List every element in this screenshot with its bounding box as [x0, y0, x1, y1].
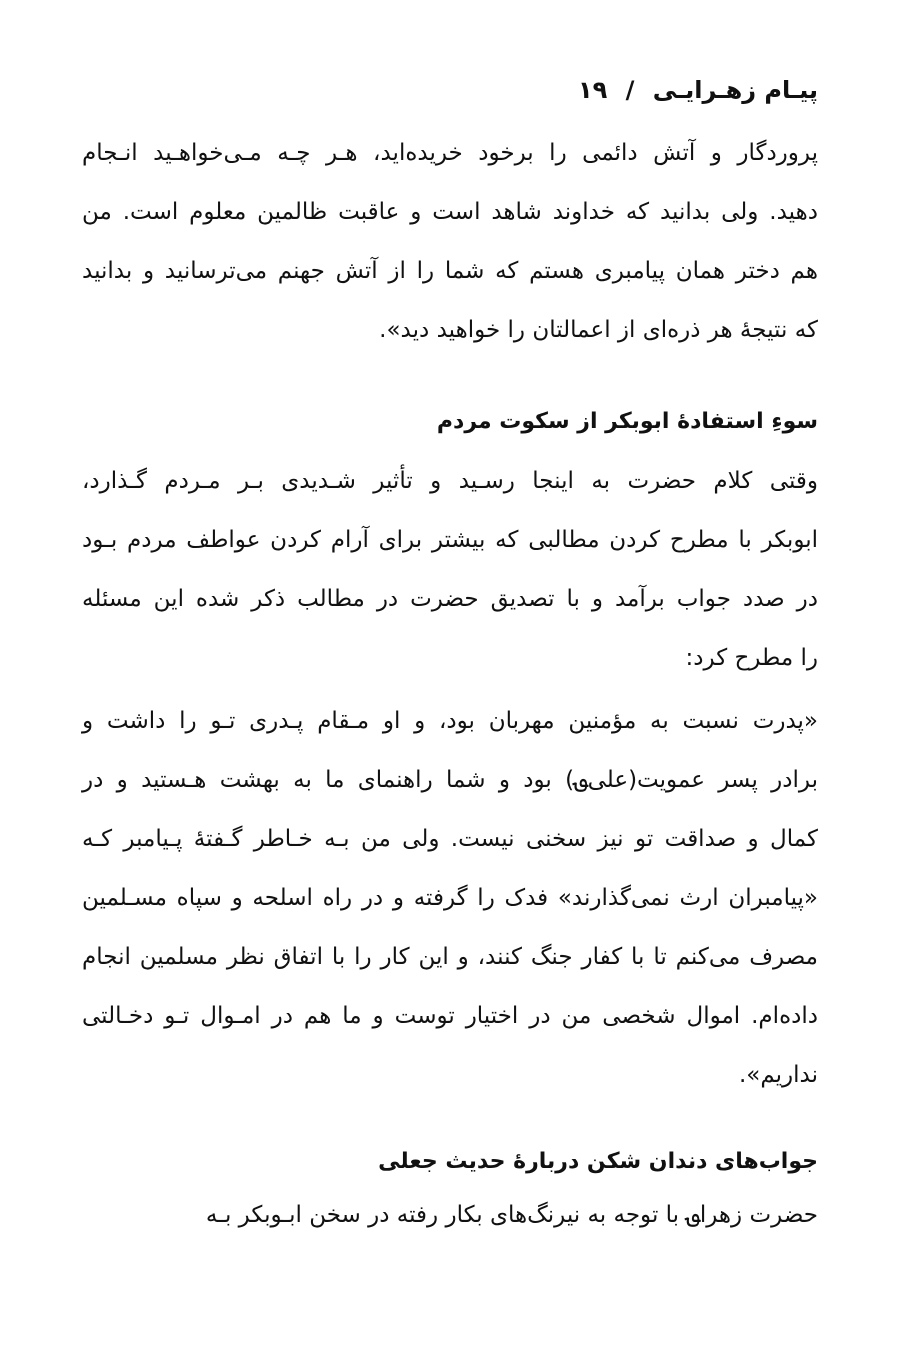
paragraph-line: در صدد جواب برآمد و با تصدیق حضرت در مطالب ذکر شده این مسئله: [82, 586, 818, 612]
paragraph-2: [82, 452, 818, 688]
paragraph-line: مصرف می‌کنم تا با کفار جنگ کنند، و این کار را با اتفاق نظر مسلمین انجام: [82, 944, 818, 970]
header-separator: /: [625, 76, 635, 104]
paragraph-line: هم دختر همان پیامبری هستم که شما را از آتش جهنم می‌ترسانید و بدانید: [82, 258, 818, 284]
paragraph-line: حضرت زهرا؈ با توجه به نیرنگ‌های بکار رفته در سخن ابـوبکر بـه: [205, 1202, 818, 1228]
paragraph-line: «پدرت نسبت به مؤمنین مهربان بود، و او مـقام پـدری تـو را داشت و: [82, 708, 818, 734]
paragraph-line: را مطرح کرد:: [685, 645, 818, 671]
section-heading-1: سوءِ استفادهٔ ابوبکر از سکوت مردم: [436, 409, 818, 434]
paragraph-line: پروردگار و آتش دائمی را برخود خریده‌اید، هـر چـه مـی‌خواهـید انـجام: [82, 140, 818, 166]
paragraph-line: برادر پسر عمویت(علی‌؈) بود و شما راهنمای ما به بهشت هـستید و در: [82, 767, 818, 793]
paragraph-line: داده‌ام. اموال شخصی من در اختیار توست و ما هم در امـوال تـو دخـالتی: [82, 1003, 818, 1029]
paragraph-line: کمال و صداقت تو نیز سخنی نیست. ولی من بـه خـاطر گـفتهٔ پـیامبر کـه: [82, 826, 818, 852]
paragraph-line: «پیامبران ارث نمی‌گذارند» فدک را گرفته و در راه اسلحه و سپاه مسـلمین: [82, 885, 818, 911]
paragraph-line: دهید. ولی بدانید که خداوند شاهد است و عاقبت ظالمین معلوم است. من: [82, 199, 818, 225]
section-heading-2: جواب‌های دندان شکن دربارهٔ حدیث جعلی: [378, 1149, 818, 1174]
paragraph-line: ابوبکر با مطرح کردن مطالبی که بیشتر برای آرام کردن عواطف مردم بـود: [82, 527, 818, 553]
page-number: ۱۹: [577, 76, 608, 104]
book-title: پیـام زهـرایـی: [652, 76, 818, 104]
paragraph-1: [82, 124, 818, 360]
paragraph-line: که نتیجهٔ هر ذره‌ای از اعمالتان را خواهید دید».: [379, 317, 818, 343]
paragraph-line: نداریم».: [738, 1062, 818, 1088]
running-header: [82, 72, 818, 108]
paragraph-4: [82, 1186, 818, 1245]
paragraph-3-quote: [82, 692, 818, 1105]
paragraph-line: وقتی کلام حضرت به اینجا رسـید و تأثیر شـدیدی بـر مـردم گـذارد،: [82, 468, 818, 494]
